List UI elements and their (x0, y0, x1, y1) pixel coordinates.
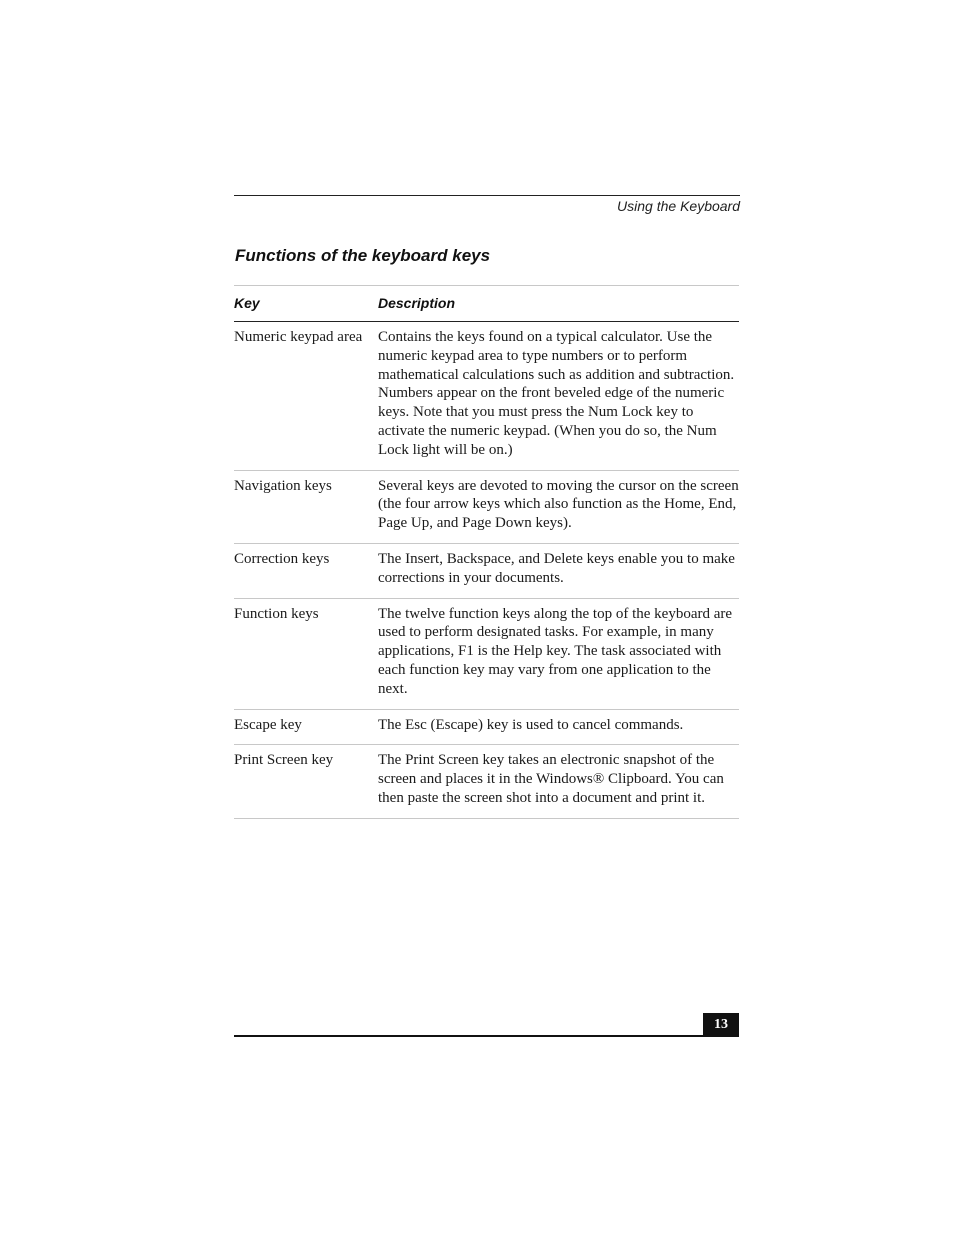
key-cell: Correction keys (234, 550, 330, 567)
section-title: Functions of the keyboard keys (235, 246, 491, 265)
key-cell: Escape key (234, 716, 302, 733)
footer-rule (234, 1035, 739, 1037)
table-row (234, 745, 739, 818)
table-row (234, 544, 739, 599)
table-header-row (234, 286, 739, 322)
description-cell: The Insert, Backspace, and Delete keys enable you to make corrections in your documents. (378, 550, 735, 586)
keyboard-keys-table (234, 285, 739, 819)
table-row (234, 710, 739, 746)
description-cell: Several keys are devoted to moving the cursor on the screen (the four arrow keys which also function as the Home, End, Page Up, and Page Down keys). (378, 477, 739, 532)
key-cell: Navigation keys (234, 477, 332, 494)
key-cell: Function keys (234, 605, 319, 622)
description-cell: The Print Screen key takes an electronic snapshot of the screen and places it in the Windows® Clipboard. You can then paste the screen shot into a document and print it. (378, 752, 724, 806)
column-header-description: Description (378, 294, 456, 311)
description-cell: Contains the keys found on a typical calculator. Use the numeric keypad area to type numbers or to perform mathematical calculations such as addition and subtraction. Numbers appear on the front beveled edge of the numeric keys. Note that you must press the Num Lock key to activate the numeric keypad. (When you do so, the Num Lock light will be on.) (378, 329, 735, 458)
key-cell: Print Screen key (234, 752, 334, 769)
description-cell: The twelve function keys along the top of the keyboard are used to perform designated tasks. For example, in many applications, F1 is the Help key. The task associated with each function key may vary from one application to the next. (378, 605, 733, 697)
running-head: Using the Keyboard (617, 198, 740, 214)
column-header-key: Key (234, 294, 260, 311)
description-cell: The Esc (Escape) key is used to cancel commands. (378, 716, 684, 733)
table-row (234, 322, 739, 471)
table-row (234, 599, 739, 710)
header-rule (234, 195, 740, 196)
page-number: 13 (703, 1013, 739, 1036)
key-cell: Numeric keypad area (234, 329, 363, 345)
table-row (234, 471, 739, 544)
